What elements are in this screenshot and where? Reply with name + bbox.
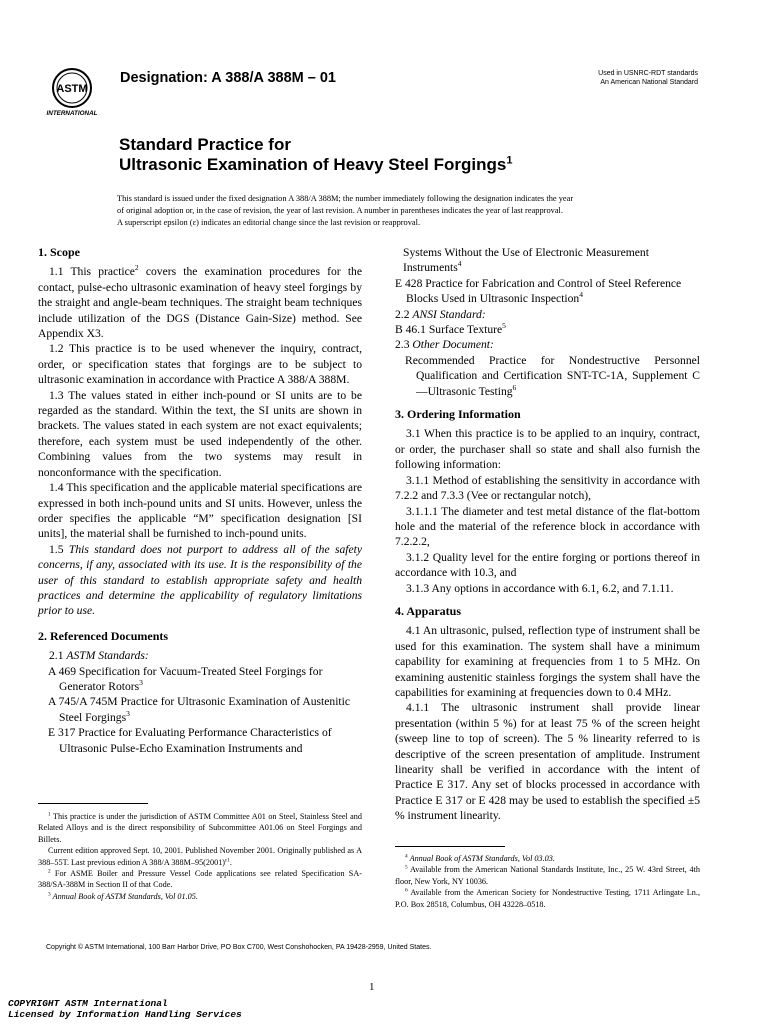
ordering-3-1-3: 3.1.3 Any options in accordance with 6.1, 6.2, and 7.1.11. [406,581,674,595]
ordering-3-1: 3.1 When this practice is to be applied to an inquiry, contract, or order, the purchaser shall so state and shall also furnish the following information: [395,427,700,472]
scope-1-2: 1.2 This practice is to be used whenever the inquiry, contract, order, or specification states that forgings are to be subject to ultrasonic examination in accordance with Practice A 388/A 388M. [38,342,362,387]
astm-logo [34,68,110,118]
designation: Designation: A 388/A 388M – 01 [120,70,336,86]
referenced-documents-heading: 2. Referenced Documents [38,628,169,643]
ref-e428: E 428 Practice for Fabrication and Control of Steel Reference Blocks Used in Ultrasonic Inspection$^4$ [395,276,682,306]
license-stamp [8,998,242,1020]
used-in-line-1: Used in USNRC-RDT standards [598,70,698,77]
scope-1-4: 1.4 This specification and the applicable material specifications are expressed in both inch-pound units and SI units. However, unless the order specifies the applicable “M” specification designation [SI units], the material shall be furnished to inch-pound units. [38,481,362,541]
intro-line-2: of original adoption or, in the case of revision, the year of last revision. A number in parentheses indicates the year of last reapproval. [117,205,563,215]
apparatus-4-1: 4.1 An ultrasonic, pulsed, reflection type of instrument shall be used for this examination. The system shall have a minimum capability for examining at frequencies from 1 to 5 MHz. On examining austenitic stainless forgings the system shall have the capabilities for examining at frequencies down to 0.4 MHz. [395,624,700,699]
footnote-divider-left [38,803,148,804]
footnote-4: $^4$ Annual Book of ASTM Standards, Vol 03.03. [405,853,555,863]
footnote-6: $^6$ Available from the American Society for Nondestructive Testing, 1711 Arlingate Ln., P.O. Box 28518, Columbus, OH 43228–0518. [395,887,700,909]
other-document-label: 2.3 Other Document: [395,338,494,352]
astm-standards-label: 2.1 ASTM Standards: [49,649,149,663]
license-line-1: COPYRIGHT ASTM International [8,998,168,1009]
ordering-heading: 3. Ordering Information [395,407,521,422]
title-line-2: Ultrasonic Examination of Heavy Steel Forgings [119,155,507,174]
scope-heading: 1. Scope [38,245,80,259]
logo-sub-text: INTERNATIONAL [46,110,98,117]
scope-1-1: 1.1 This practice$^2$ covers the examination procedures for the contact, pulse-echo ultrasonic examination of heavy steel forgings by the straight and angle-beam techniques. The straight beam techniques include utilization of the DGS (Distance Gain-Size) method. See Appendix X3. [38,263,362,341]
copyright-line: Copyright © ASTM International, 100 Barr Harbor Drive, PO Box C700, West Conshohocken, PA 19428-2959, United States. [46,944,432,951]
title-line-1: Standard Practice for [119,135,291,154]
ref-e317-cont: Systems Without the Use of Electronic Measurement Instruments$^4$ [403,246,649,275]
right-column [395,245,700,824]
issuance-note [117,193,677,228]
ref-a469: A 469 Specification for Vacuum-Treated Steel Forgings for Generator Rotors$^3$ [48,664,323,693]
ordering-3-1-1-1: 3.1.1.1 The diameter and test metal distance of the flat-bottom hole and the material of the reference block in accordance with 7.2.2.2, [395,504,700,549]
ordering-3-1-1: 3.1.1 Method of establishing the sensitivity in accordance with 7.2.2 and 7.3.3 (Vee or rectangular notch), [395,473,700,503]
apparatus-4-1-1: 4.1.1 The ultrasonic instrument shall provide linear presentation (within 5 %) for at least 75 % of the screen height (sweep line to top of screen). The 5 % linearity referred to is descriptive of the screen presentation of amplitude. Instrument linearity shall be verified in accordance with the intent of Practice E 317. Any set of blocks processed in accordance with Practice E 317 or E 428 may be used to establish the specified ±5 % instrument linearity. [395,701,700,823]
ordering-3-1-2: 3.1.2 Quality level for the entire forging or portions thereof in accordance with 10.3, and [395,550,700,580]
ansi-standard-label: 2.2 ANSI Standard: [395,307,486,321]
footnote-divider-right [395,846,505,847]
footnote-1b: Current edition approved Sept. 10, 2001. Published November 2001. Originally published as A 388–55T. Last previous edition A 388/A $388M-95(2001)^{\varepsilon 1}$. [38,846,362,867]
footnote-5: $^5$ Available from the American National Standards Institute, Inc., 25 W. 43rd Street, 4th floor, New York, NY 10036. [395,864,700,886]
document-title [119,135,512,175]
used-in-notice [598,69,698,87]
used-in-line-2: An American National Standard [600,79,698,86]
scope-1-3: 1.3 The values stated in either inch-pound or SI units are to be regarded as the standard. Within the text, the SI units are shown in brackets. The values stated in each system are not exact equivalents; therefore, each system must be used independently of the other. Combining values from the two systems may result in nonconformance with the specification. [38,388,362,479]
footnote-1: $^1$ This practice is under the jurisdiction of ASTM Committee A01 on Steel, Stainless Steel and Related Alloys and is the direct responsibility of Subcommittee A01.06 on Steel Forgings and Billets. [38,811,362,844]
footnotes-left [38,811,362,902]
license-line-2: Licensed by Information Handling Services [8,1009,242,1020]
scope-1-5: 1.5 This standard does not purport to address all of the safety concerns, if any, associated with its use. It is the responsibility of the user of this standard to establish appropriate safety and health practices and determine the applicability of regulatory limitations prior to use. [38,542,363,618]
footnote-3: $^3$ Annual Book of ASTM Standards, Vol 01.05. [48,891,198,901]
footnote-2: $^2$ For ASME Boiler and Pressure Vessel Code applications see related Specification SA-388/SA-388M in Section II of that Code. [38,868,362,890]
intro-line-3: A superscript epsilon (ε) indicates an editorial change since the last revision or reapproval. [117,217,421,227]
ref-snt: Recommended Practice for Nondestructive Personnel Qualification and Certification SNT-TC-1A, Supplement C—Ultrasonic Testing$^6$ [405,353,700,398]
left-column [38,245,362,756]
title-footnote-ref: 1 [506,154,513,167]
page-number: 1 [369,981,375,993]
logo-text: ASTM [56,83,88,95]
ref-b46: B 46.1 Surface Texture$^5$ [395,321,506,337]
astm-logo-icon [34,68,110,118]
intro-line-1: This standard is issued under the fixed designation A 388/A 388M; the number immediately following the designation indicates the year [117,194,574,203]
ref-e317: E 317 Practice for Evaluating Performance Characteristics of Ultrasonic Pulse-Echo Examination Instruments and [48,726,332,755]
footnotes-right [395,853,700,910]
apparatus-heading: 4. Apparatus [395,603,462,618]
ref-a745: A 745/A 745M Practice for Ultrasonic Examination of Austenitic Steel Forgings$^3$ [48,695,351,724]
